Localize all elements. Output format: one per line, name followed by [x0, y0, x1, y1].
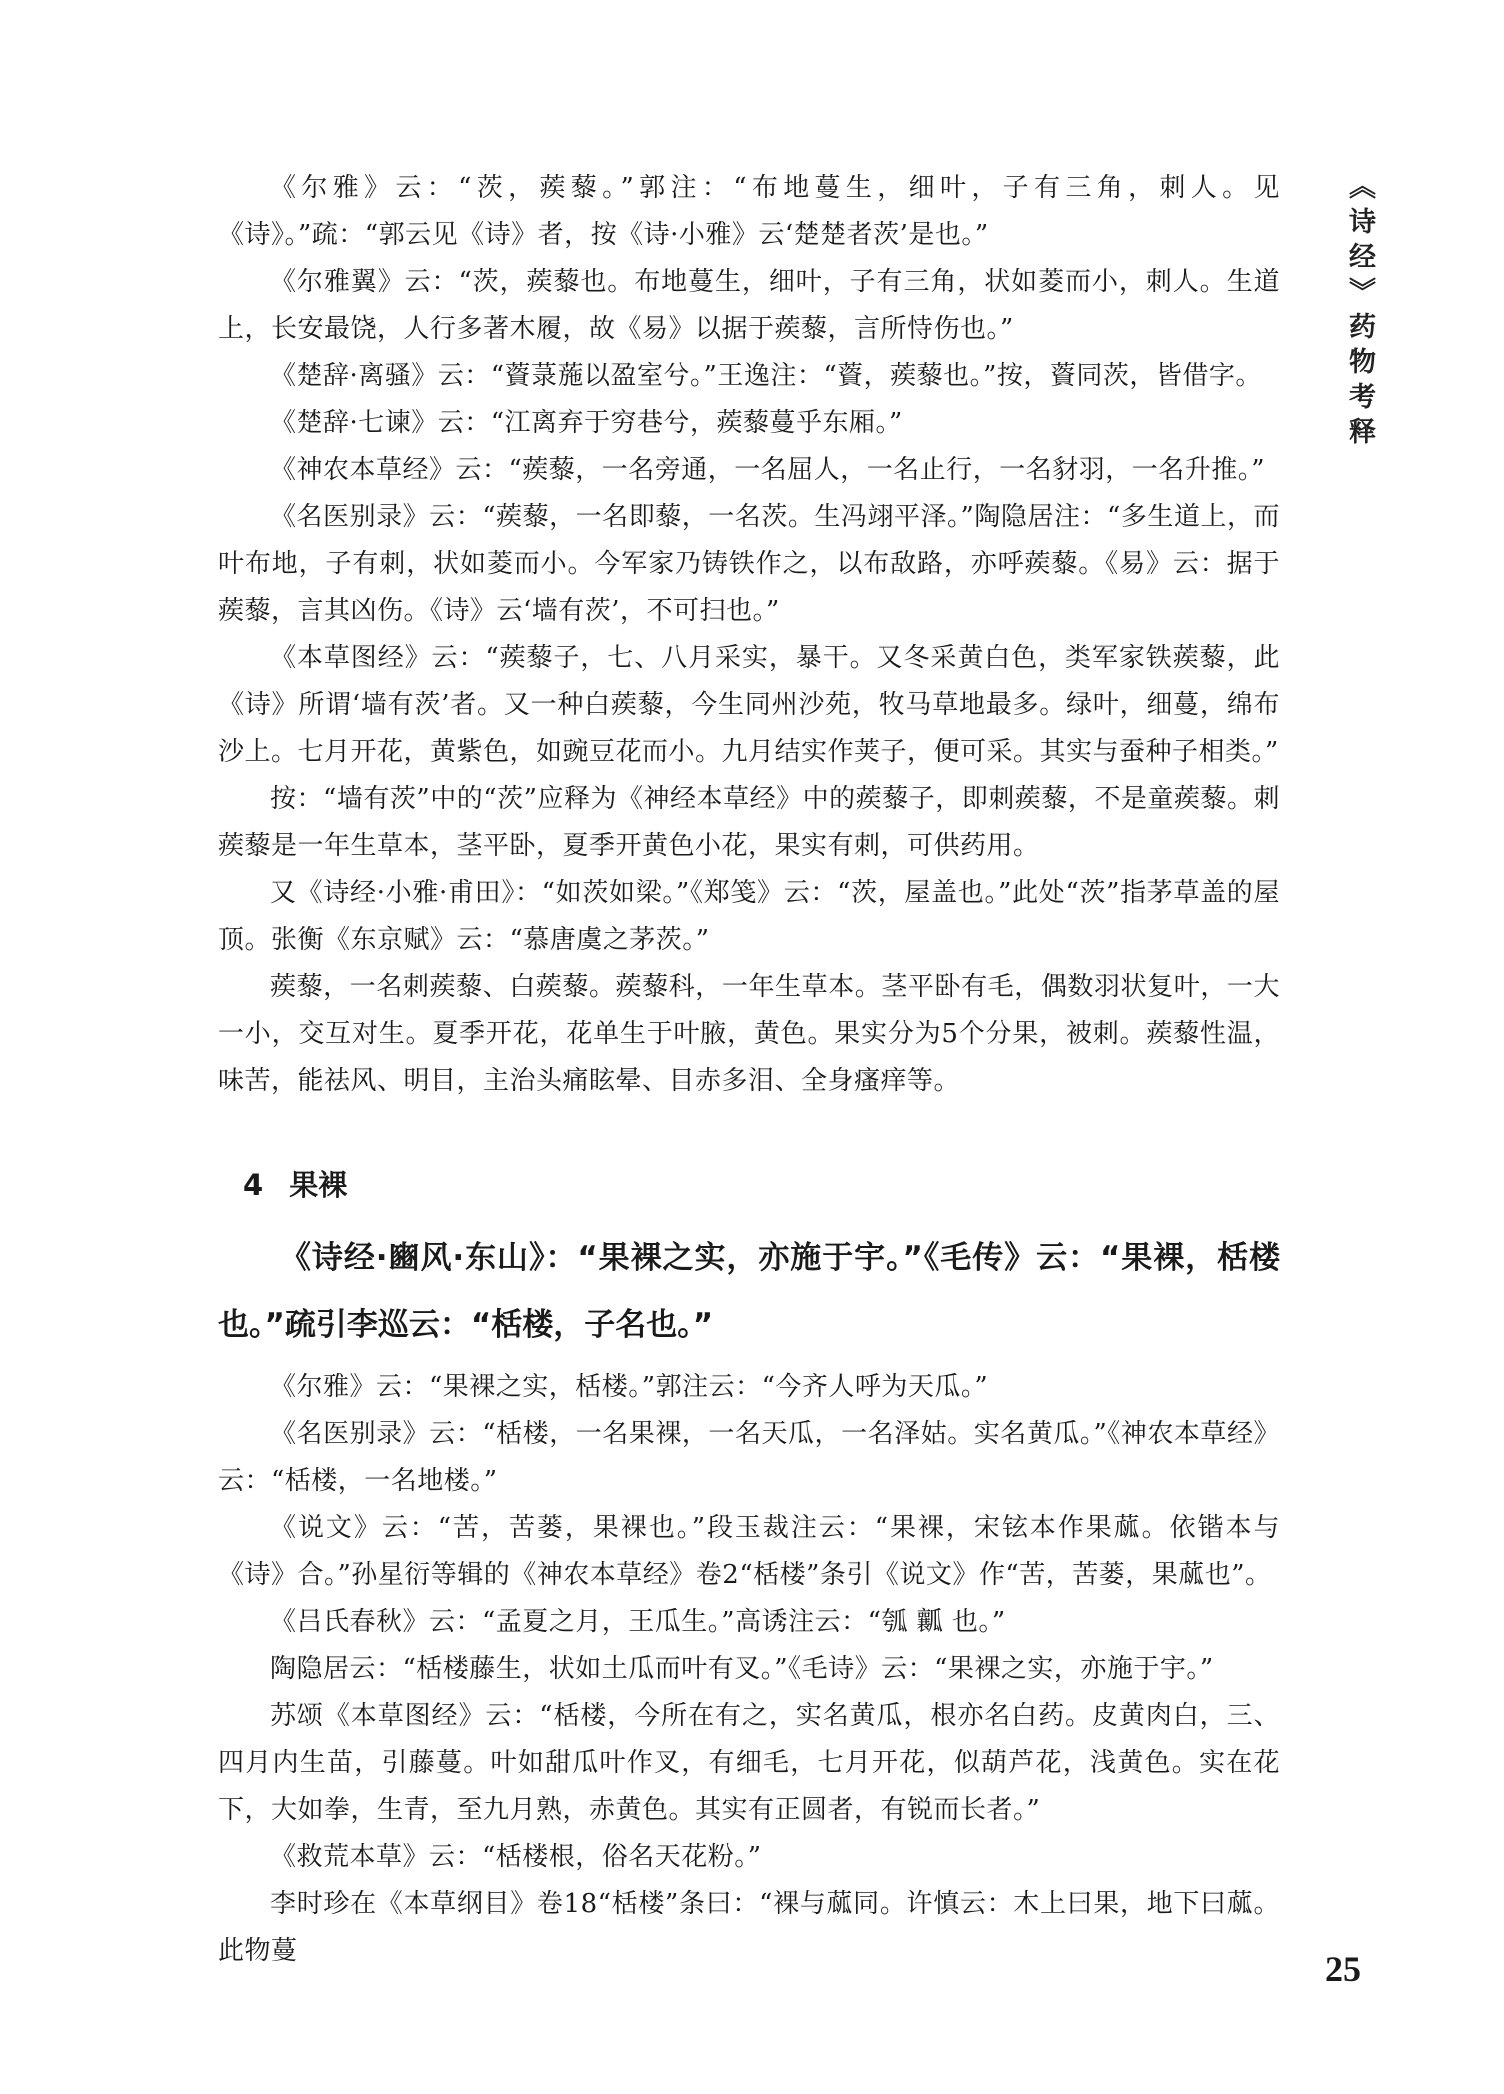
paragraph: 蒺藜，一名刺蒺藜、白蒺藜。蒺藜科，一年生草本。茎平卧有毛，偶数羽状复叶，一大一小，交互对生。夏季开花，花单生于叶腋，黄色。果实分为5个分果，被刺。蒺藜性温，味苦，能祛风、明目，主治头痛眩晕、目赤多泪、全身瘙痒等。 [218, 972, 1280, 1096]
paragraph: 苏颂《本草图经》云：“栝楼，今所在有之，实名黄瓜，根亦名白药。皮黄肉白，三、四月内生苗，引藤蔓。叶如甜瓜叶作叉，有细毛，七月开花，似葫芦花，浅黄色。实在花下，大如拳，生青，至九月熟，赤黄色。其实有正圆者，有锐而长者。” [218, 1701, 1280, 1825]
paragraph: 《楚辞·离骚》云：“薋菉葹以盈室兮。”王逸注：“薋，蒺藜也。”按，薋同茨，皆借字。 [270, 361, 1262, 391]
paragraph: 《救荒本草》云：“栝楼根，俗名天花粉。” [270, 1842, 762, 1872]
paragraph: 《说文》云：“苦，苦蒌，果裸也。”段玉裁注云：“果裸，宋铉本作果蓏。依锴本与《诗》合。”孙星衍等辑的《神农本草经》卷2“栝楼”条引《说文》作“苦，苦蒌，果蓏也”。 [218, 1513, 1280, 1590]
section-number: 4 [243, 1168, 264, 1202]
text-block-bottom [218, 1364, 1280, 1975]
page-number: 25 [1325, 1949, 1361, 1989]
paragraph: 《尔雅》云：“果裸之实，栝楼。”郭注云：“今齐人呼为天瓜。” [270, 1372, 989, 1402]
paragraph: 《尔雅翼》云：“茨，蒺藜也。布地蔓生，细叶，子有三角，状如菱而小，刺人。生道上，长安最饶，人行多著木履，故《易》以据于蒺藜，言所恃伤也。” [218, 267, 1280, 344]
text-block-top [218, 165, 1280, 1105]
section-heading [243, 1165, 347, 1205]
paragraph: 《名医别录》云：“蒺藜，一名即藜，一名茨。生冯翊平泽。”陶隐居注：“多生道上，而叶布地，子有刺，状如菱而小。今军家乃铸铁作之，以布敌路，亦呼蒺藜。《易》云：据于蒺藜，言其凶伤。《诗》云‘墙有茨’，不可扫也。” [218, 502, 1280, 626]
paragraph: 《吕氏春秋》云：“孟夏之月，王瓜生。”高诱注云：“瓠 瓤 也。” [270, 1607, 1006, 1637]
verse-quote: 《诗经·豳风·东山》：“果裸之实，亦施于宇。”《毛传》云：“果裸，栝楼也。”疏引李巡云：“栝楼，子名也。” [218, 1240, 1280, 1343]
paragraph: 陶隐居云：“栝楼藤生，状如土瓜而叶有叉。”《毛诗》云：“果裸之实，亦施于宇。” [270, 1654, 1214, 1684]
section-title: 果裸 [289, 1168, 348, 1202]
paragraph: 又《诗经·小雅·甫田》：“如茨如梁。”《郑笺》云：“茨，屋盖也。”此处“茨”指茅草盖的屋顶。张衡《东京赋》云：“慕唐虞之茅茨。” [218, 878, 1280, 955]
paragraph: 李时珍在《本草纲目》卷18“栝楼”条曰：“裸与蓏同。许慎云：木上曰果，地下曰蓏。此物蔓 [218, 1889, 1280, 1966]
running-header: 《诗经》药物考释 [1344, 172, 1375, 452]
paragraph: 《尔雅》云：“茨，蒺藜。”郭注：“布地蔓生，细叶，子有三角，刺人。见《诗》。”疏：“郭云见《诗》者，按《诗·小雅》云‘楚楚者茨’是也。” [218, 173, 1280, 250]
paragraph: 《名医别录》云：“栝楼，一名果裸，一名天瓜，一名泽姑。实名黄瓜。”《神农本草经》云：“栝楼，一名地楼。” [218, 1419, 1280, 1496]
paragraph: 《楚辞·七谏》云：“江离弃于穷巷兮，蒺藜蔓乎东厢。” [270, 408, 903, 438]
paragraph: 《神农本草经》云：“蒺藜，一名旁通，一名屈人，一名止行，一名豺羽，一名升推。” [270, 455, 1266, 485]
paragraph: 《本草图经》云：“蒺藜子，七、八月采实，暴干。又冬采黄白色，类军家铁蒺藜，此《诗》所谓‘墙有茨’者。又一种白蒺藜，今生同州沙苑，牧马草地最多。绿叶，细蔓，绵布沙上。七月开花，黄紫色，如豌豆花而小。九月结实作荚子，便可采。其实与蚕种子相类。” [218, 643, 1280, 767]
paragraph: 按：“墙有茨”中的“茨”应释为《神经本草经》中的蒺藜子，即刺蒺藜，不是童蒺藜。刺蒺藜是一年生草本，茎平卧，夏季开黄色小花，果实有刺，可供药用。 [218, 784, 1280, 861]
